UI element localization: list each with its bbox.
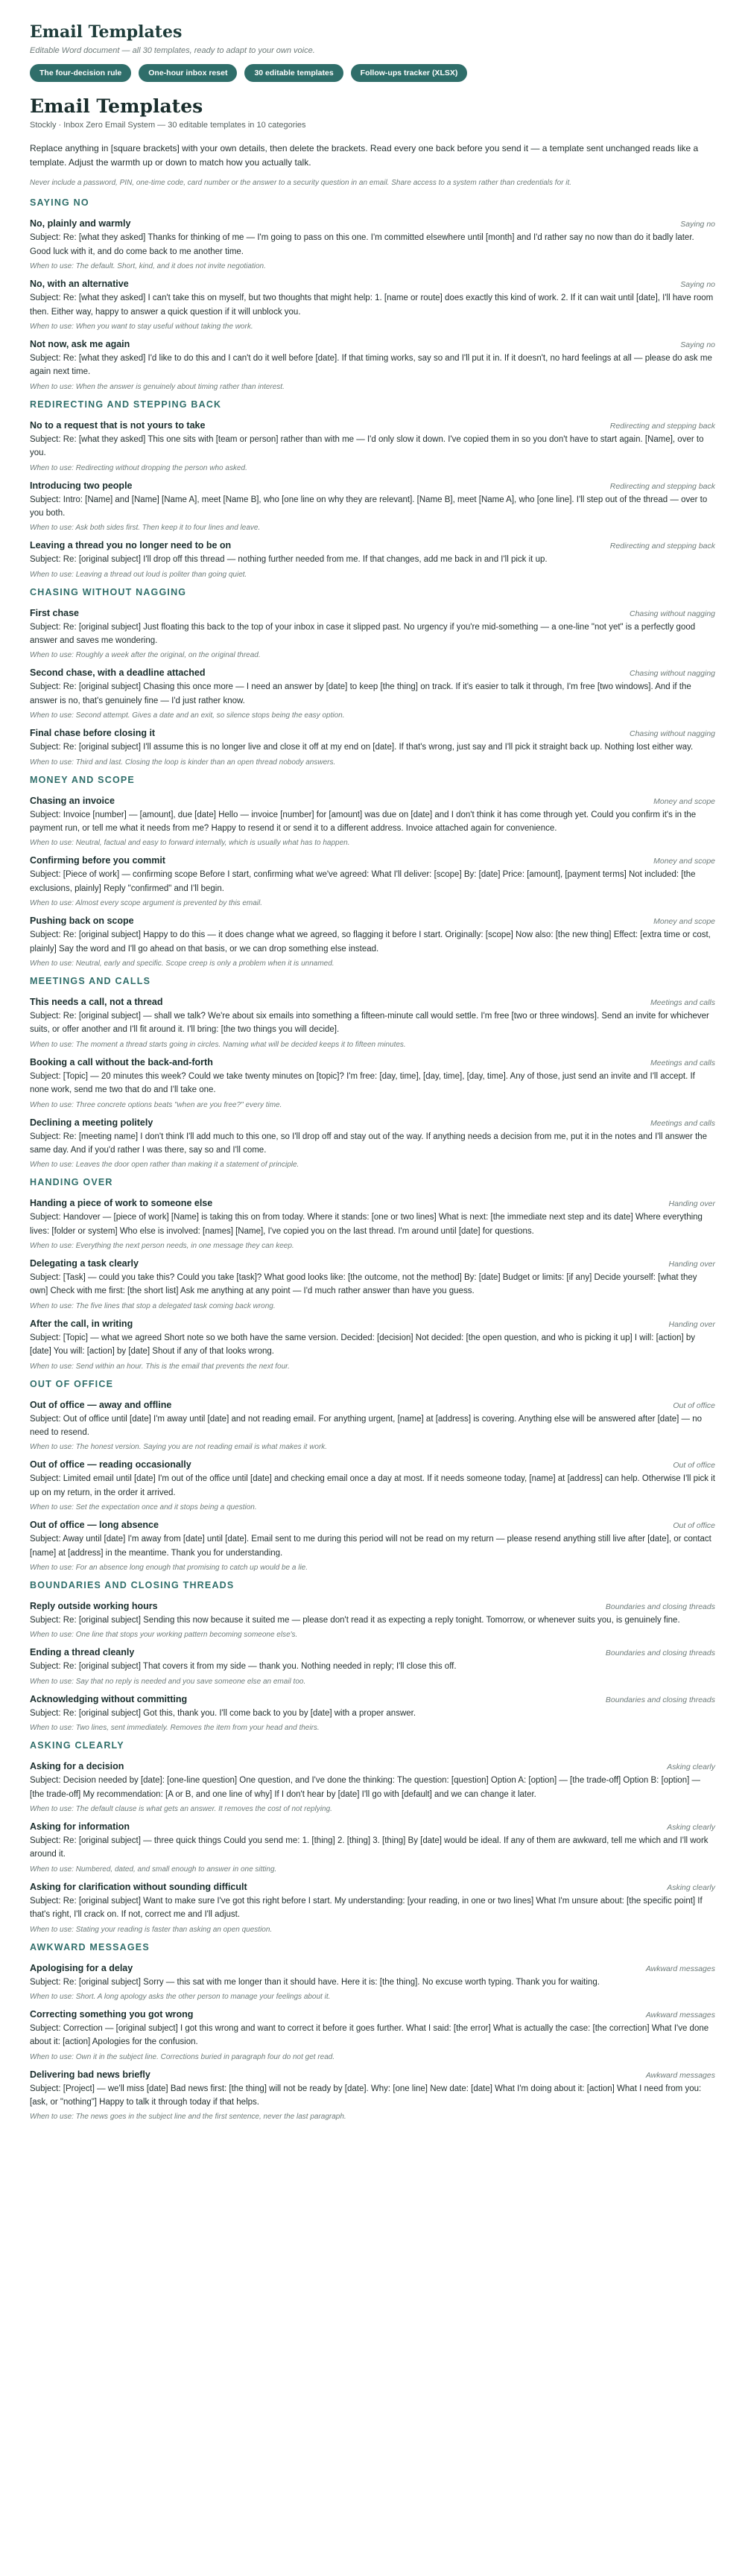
template-category: Handing over (668, 1319, 715, 1329)
template-category: Awkward messages (645, 1964, 715, 1973)
template-title: Confirming before you commit (30, 855, 165, 866)
nav-pills (30, 64, 715, 82)
template-header (30, 420, 715, 431)
section-heading: OUT OF OFFICE (30, 1378, 114, 1389)
template-when-to-use: When to use: The five lines that stop a delegated task coming back wrong. (30, 1301, 276, 1310)
template-header (30, 540, 715, 551)
template-section (30, 1580, 715, 1732)
template-when-to-use: When to use: The news goes in the subject line and the first sentence, never the last paragraph. (30, 2113, 346, 2122)
template-title: Apologising for a delay (30, 1962, 133, 1973)
section-heading: CHASING WITHOUT NAGGING (30, 586, 187, 597)
template-when-to-use: When to use: Own it in the subject line. Corrections buried in paragraph four do not get read. (30, 2052, 335, 2061)
page-title: Email Templates (30, 95, 203, 117)
template-header (30, 1882, 715, 1892)
template-card (30, 916, 715, 968)
template-category: Out of office (673, 1461, 715, 1471)
template-when-to-use: When to use: The default clause is what gets an answer. It removes the cost of not replying. (30, 1804, 332, 1813)
template-title: No, plainly and warmly (30, 218, 131, 229)
template-title: Handing a piece of work to someone else (30, 1198, 213, 1209)
template-when-to-use: When to use: Send within an hour. This is the email that prevents the next four. (30, 1362, 290, 1371)
template-header (30, 796, 715, 806)
template-card (30, 1057, 715, 1109)
template-when-to-use: When to use: The moment a thread starts going in circles. Naming what will be decided keeps it to fifteen minutes. (30, 1040, 406, 1049)
template-body: Subject: Re: [original subject] — shall we talk? We're about six emails into something a fifteen-minute call would settle. I'm free [two or three windows]. Send an invite for whichever suits, or offer another and I'll fit around it. I'll bring: [the two things you will decide]. (30, 1011, 709, 1035)
template-category: Redirecting and stepping back (609, 481, 715, 491)
template-title: Asking for clarification without sounding difficult (30, 1881, 247, 1892)
template-body: Subject: Handover — [piece of work] [Name] is taking this on from today. Where it stands: [one or two lines] What is next: [the immediate next step and its date] Where everything lives: [folder or system] Who else is involved: [names] [Name], I've copied you on the last thread. I'm around until [date] for questions. (30, 1213, 703, 1236)
template-card (30, 1761, 715, 1813)
template-category: Asking clearly (667, 1882, 715, 1892)
template-when-to-use: When to use: For an absence long enough that promising to catch up would be a lie. (30, 1564, 308, 1572)
template-when-to-use: When to use: The default. Short, kind, and it does not invite negotiation. (30, 262, 266, 271)
template-title: Leaving a thread you no longer need to be on (30, 540, 232, 551)
intro-note: Never include a password, PIN, one-time code, card number or the answer to a security question in an email. Share access to a system rather than credentials for it. (30, 179, 572, 188)
template-card (30, 1647, 715, 1685)
template-title: Out of office — long absence (30, 1520, 159, 1531)
template-category: Meetings and calls (650, 997, 715, 1007)
section-heading: SAYING NO (30, 197, 89, 209)
template-when-to-use: When to use: When the answer is genuinely about timing rather than interest. (30, 382, 285, 391)
template-body: Subject: Re: [original subject] Chasing this once more — I need an answer by [date] to keep [the thing] on track. If it's easier to talk it through, I'm free [two windows]. And if the answer is no, that's genuinely fine — I'd just rather know. (30, 682, 691, 705)
template-title: Booking a call without the back-and-forth (30, 1056, 213, 1067)
template-header (30, 608, 715, 618)
template-header (30, 1459, 715, 1470)
template-header (30, 1647, 715, 1657)
template-title: No, with an alternative (30, 279, 129, 290)
template-body: Subject: Re: [what they asked] I can't take this on myself, but two thoughts that might help: 1. [name or route] does exactly this kind of work. 2. If it can wait until [date], I'll have room then. Either way, happy to answer a quick question if it will unblock you. (30, 294, 714, 317)
template-card (30, 1821, 715, 1874)
template-when-to-use: When to use: Second attempt. Gives a date and an exit, so silence stops being the easy option. (30, 711, 345, 720)
template-when-to-use: When to use: Almost every scope argument is prevented by this email. (30, 899, 262, 908)
template-body: Subject: Re: [original subject] Want to make sure I've got this right before I start. My understanding: [your reading, in one or two lines] What I'm unsure about: [the specific point] If that's right, I'll crack on. If not, correct me and I'll adjust. (30, 1896, 703, 1920)
pill-editable-templates[interactable]: 30 editable templates (244, 64, 343, 82)
template-body: Subject: Re: [what they asked] I'd like to do this and I can't do it well before [date]. If that timing works, say so and I'll put it in. If it doesn't, no hard feelings at all — please do ask me again next time. (30, 353, 712, 377)
template-header (30, 1601, 715, 1611)
template-header (30, 339, 715, 349)
template-body: Subject: [Piece of work] — confirming scope Before I start, confirming what we've agreed: What I'll deliver: [scope] By: [date] Price: [amount], [payment terms] Not included: [the exclusions, plainly] Reply "confirmed" and I'll begin. (30, 870, 696, 893)
template-card (30, 1694, 715, 1732)
template-card (30, 1520, 715, 1572)
template-title: Asking for information (30, 1821, 130, 1832)
template-title: No to a request that is not yours to take (30, 419, 206, 431)
template-title: Not now, ask me again (30, 338, 130, 349)
template-when-to-use: When to use: Roughly a week after the original, on the original thread. (30, 651, 261, 660)
template-header (30, 218, 715, 229)
template-body: Subject: Limited email until [date] I'm out of the office until [date] and checking email once a day at most. If it needs someone today, [name] at [address] can help. Otherwise I'll pick it up on my return, in the order it arrived. (30, 1474, 715, 1497)
template-category: Out of office (673, 1521, 715, 1531)
template-body: Subject: Re: [original subject] Sending this now because it suited me — please don't read it as expecting a reply tonight. Tomorrow, or whenever suits you, is genuinely fine. (30, 1616, 680, 1625)
template-card (30, 608, 715, 660)
template-card (30, 667, 715, 720)
template-card (30, 1117, 715, 1170)
template-category: Boundaries and closing threads (605, 1602, 715, 1611)
template-body: Subject: Intro: [Name] and [Name] [Name A], meet [Name B], who [one line on why they are relevant]. [Name B], meet [Name A], who [one line]. I'll step out of the thread — over to you both. (30, 495, 708, 518)
template-when-to-use: When to use: Everything the next person needs, in one message they can keep. (30, 1242, 294, 1251)
template-header (30, 1694, 715, 1704)
template-when-to-use: When to use: Neutral, factual and easy to forward internally, which is usually what has to happen. (30, 839, 350, 848)
template-header (30, 1821, 715, 1832)
template-when-to-use: When to use: Say that no reply is needed and you save someone else an email too. (30, 1677, 306, 1686)
template-section (30, 1379, 715, 1572)
template-header (30, 1198, 715, 1208)
template-card (30, 218, 715, 270)
template-header (30, 480, 715, 491)
template-section (30, 587, 715, 767)
template-when-to-use: When to use: Third and last. Closing the loop is kinder than an open thread nobody answers. (30, 758, 336, 767)
template-when-to-use: When to use: Redirecting without dropping the person who asked. (30, 463, 247, 472)
template-body: Subject: Away until [date] I'm away from [date] until [date]. Email sent to me during this period will not be read on my return — please resend anything still live after [date], or contact [name] at [address] in the meantime. Thank you for understanding. (30, 1535, 711, 1558)
template-when-to-use: When to use: When you want to stay useful without taking the work. (30, 322, 253, 331)
section-heading: AWKWARD MESSAGES (30, 1941, 150, 1952)
template-category: Handing over (668, 1260, 715, 1269)
template-sections (30, 197, 715, 2121)
template-category: Money and scope (653, 917, 715, 927)
template-section (30, 399, 715, 579)
template-category: Awkward messages (645, 2010, 715, 2020)
template-when-to-use: When to use: Ask both sides first. Then keep it to four lines and leave. (30, 524, 261, 533)
template-body: Subject: Decision needed by [date]: [one-line question] One question, and I've done the thinking: The question: [question] Option A: [option] — [the trade-off] Option B: [option] — [the trade-off] My recommendation: [A or B, and one line of why] If I don't hear by [date] I'll go with [default] and we can change it later. (30, 1776, 700, 1799)
template-header (30, 1258, 715, 1269)
template-title: After the call, in writing (30, 1318, 133, 1329)
template-category: Out of office (673, 1400, 715, 1410)
intro-paragraph: Replace anything in [square brackets] with your own details, then delete the brackets. Read every one back before you send it — a template sent unchanged reads like a template. Adjust the warmth up or down to match how you actually talk. (30, 143, 699, 168)
template-body: Subject: [Topic] — what we agreed Short note so we both have the same version. Decided: [decision] Not decided: [the open question, and who is picking it up] I will: [action] by [date] You will: [action] by [date] Shout if any of that looks wrong. (30, 1333, 696, 1357)
template-when-to-use: When to use: Leaving a thread out loud is politer than going quiet. (30, 570, 247, 579)
template-category: Money and scope (653, 796, 715, 806)
template-title: Ending a thread cleanly (30, 1647, 135, 1658)
template-when-to-use: When to use: One line that stops your working pattern becoming someone else's. (30, 1631, 298, 1640)
template-body: Subject: Re: [original subject] That covers it from my side — thank you. Nothing needed in reply; I'll close this off. (30, 1662, 457, 1672)
template-title: Delivering bad news briefly (30, 2069, 150, 2080)
template-card (30, 1258, 715, 1310)
section-heading: ASKING CLEARLY (30, 1740, 124, 1751)
section-heading: HANDING OVER (30, 1177, 113, 1188)
template-when-to-use: When to use: Set the expectation once and it stops being a question. (30, 1503, 257, 1512)
template-header (30, 1520, 715, 1530)
template-body: Subject: Re: [original subject] — three quick things Could you send me: 1. [thing] 2. [thing] 3. [thing] By [date] would be ideal. If any of them are awkward, tell me which and I'll work around it. (30, 1836, 708, 1859)
template-title: This needs a call, not a thread (30, 996, 163, 1007)
template-header (30, 667, 715, 678)
template-title: Declining a meeting politely (30, 1117, 153, 1128)
template-body: Subject: Re: [what they asked] Thanks for thinking of me — I'm going to pass on this one. I'm committed elsewhere until [month] and I'd rather say no now than do it badly later. Good luck with it, and do come back to me another time. (30, 233, 694, 256)
template-category: Chasing without nagging (630, 729, 715, 739)
template-title: Chasing an invoice (30, 795, 115, 806)
template-title: Out of office — away and offline (30, 1399, 172, 1410)
template-category: Boundaries and closing threads (605, 1649, 715, 1658)
template-when-to-use: When to use: Neutral, early and specific. Scope creep is only a problem when it is unnamed. (30, 959, 335, 968)
document-header-subtitle: Editable Word document — all 30 templates, ready to adapt to your own voice. (30, 46, 315, 55)
template-title: Delegating a task clearly (30, 1258, 139, 1269)
template-title: Acknowledging without committing (30, 1693, 188, 1704)
document-header-title: Email Templates (30, 22, 183, 42)
template-header (30, 1057, 715, 1067)
template-category: Boundaries and closing threads (605, 1695, 715, 1704)
template-header (30, 279, 715, 289)
pill-four-decision-rule[interactable]: The four-decision rule (30, 64, 131, 82)
template-title: Introducing two people (30, 480, 133, 491)
template-header (30, 1761, 715, 1771)
template-title: Asking for a decision (30, 1761, 124, 1772)
template-card (30, 728, 715, 766)
template-header (30, 916, 715, 926)
template-when-to-use: When to use: Two lines, sent immediately. Removes the item from your head and theirs. (30, 1724, 320, 1733)
template-card (30, 1601, 715, 1639)
template-card (30, 1963, 715, 2001)
page-meta: Stockly · Inbox Zero Email System — 30 editable templates in 10 categories (30, 121, 306, 130)
template-title: Correcting something you got wrong (30, 2008, 194, 2020)
template-header (30, 1400, 715, 1410)
template-card (30, 1198, 715, 1250)
template-category: Asking clearly (667, 1822, 715, 1832)
template-category: Awkward messages (645, 2070, 715, 2080)
template-body: Subject: [Task] — could you take this? Could you take [task]? What good looks like: [the outcome, not the method] By: [date] Budget or limits: [if any] Decide yourself: [what they own] Check with me first: [the short list] Ask me anything at any point — I'd much rather answer than have you guess. (30, 1273, 697, 1296)
template-section (30, 1942, 715, 2122)
section-heading: MONEY AND SCOPE (30, 774, 135, 785)
pill-one-hour-inbox-reset[interactable]: One-hour inbox reset (139, 64, 237, 82)
template-body: Subject: Re: [original subject] I'll drop off this thread — nothing further needed from me. If that changes, add me back in and I'll pick it up. (30, 555, 548, 565)
template-category: Meetings and calls (650, 1118, 715, 1128)
template-category: Saying no (680, 280, 715, 290)
template-section (30, 1740, 715, 1933)
template-when-to-use: When to use: Leaves the door open rather than making it a statement of principle. (30, 1161, 299, 1170)
template-when-to-use: When to use: The honest version. Saying you are not reading email is what makes it work. (30, 1443, 328, 1452)
template-title: First chase (30, 607, 80, 618)
template-category: Money and scope (653, 857, 715, 866)
template-category: Asking clearly (667, 1763, 715, 1772)
template-when-to-use: When to use: Stating your reading is faster than asking an open question. (30, 1925, 273, 1934)
template-category: Meetings and calls (650, 1058, 715, 1067)
template-category: Redirecting and stepping back (609, 542, 715, 551)
template-category: Saying no (680, 220, 715, 229)
template-title: Final chase before closing it (30, 728, 156, 739)
template-card (30, 796, 715, 848)
template-title: Second chase, with a deadline attached (30, 667, 206, 679)
template-category: Chasing without nagging (630, 609, 715, 618)
template-card (30, 279, 715, 331)
template-body: Subject: [Project] — we'll miss [date] Bad news first: [the thing] will not be ready by [date]. Why: [one line] New date: [date] What I'm doing about it: [action] What I need from you: [ask, or "nothing"] Happy to talk it through today if that helps. (30, 2084, 702, 2107)
template-body: Subject: Correction — [original subject] I got this wrong and want to correct it before it goes further. What I said: [the error] What is actually the case: [the correction] What I've done about it: [action] Apologies for the confusion. (30, 2023, 709, 2047)
template-header (30, 1117, 715, 1128)
template-header (30, 2009, 715, 2020)
template-body: Subject: Re: [original subject] Sorry — this sat with me longer than it should have. Here it is: [the thing]. No excuse worth typing. Thank you for waiting. (30, 1977, 600, 1987)
section-heading: BOUNDARIES AND CLOSING THREADS (30, 1580, 235, 1590)
template-header (30, 855, 715, 866)
template-body: Subject: Out of office until [date] I'm away until [date] and not reading email. For anything urgent, [name] at [address] is covering. Anything else will be answered after [date] — no need to resend. (30, 1414, 703, 1438)
template-category: Saying no (680, 340, 715, 349)
template-body: Subject: Re: [what they asked] This one sits with [team or person] rather than with me — I'd only slow it down. I've copied them in so you don't have to start again. [Name], over to you. (30, 434, 704, 458)
pill-follow-ups-tracker[interactable]: Follow-ups tracker (XLSX) (351, 64, 468, 82)
template-body: Subject: [Topic] — 20 minutes this week? Could we take twenty minutes on [topic]? I'm free: [day, time], [day, time], [day, time]. Any of those, just send an invite and I'll accept. If none work, send me two that do and I'll take one. (30, 1071, 695, 1095)
template-category: Redirecting and stepping back (609, 421, 715, 431)
template-title: Out of office — reading occasionally (30, 1459, 191, 1471)
template-header (30, 728, 715, 738)
template-card (30, 1400, 715, 1452)
template-card (30, 1459, 715, 1511)
template-body: Subject: Invoice [number] — [amount], due [date] Hello — invoice [number] for [amount] was due on [date] and I don't think it has come through yet. Could you confirm it's in the payment run, or tell me what it needs from me? Happy to resend it or send it to a different address. Invoice attached again for convenience. (30, 810, 697, 834)
template-body: Subject: Re: [original subject] Just floating this back to the top of your inbox in case it slipped past. No urgency if you're mid-something — a one-line "not yet" is a perfectly good answer and saves me wondering. (30, 622, 696, 646)
template-section (30, 976, 715, 1169)
template-header (30, 1319, 715, 1329)
template-category: Chasing without nagging (630, 669, 715, 679)
template-card (30, 1882, 715, 1934)
template-card (30, 1319, 715, 1371)
template-section (30, 197, 715, 390)
template-category: Handing over (668, 1199, 715, 1209)
template-header (30, 1963, 715, 1973)
template-card (30, 2069, 715, 2122)
template-card (30, 997, 715, 1049)
template-card (30, 855, 715, 907)
template-card (30, 420, 715, 472)
template-body: Subject: Re: [meeting name] I don't think I'll add much to this one, so I'll drop off and stay out of the way. If anything needs a decision from me, put it in the notes and I'll answer the same day. And if you'd rather I was there, say so and I'll come. (30, 1132, 708, 1155)
template-body: Subject: Re: [original subject] I'll assume this is no longer live and close it off at my end on [date]. If that's wrong, just say and I'll pick it straight back up. Nothing lost either way. (30, 743, 694, 752)
template-card (30, 540, 715, 578)
template-header (30, 2069, 715, 2080)
template-when-to-use: When to use: Three concrete options beats "when are you free?" every time. (30, 1100, 282, 1109)
template-body: Subject: Re: [original subject] Happy to do this — it does change what we agreed, so flagging it before I start. Originally: [scope] Now also: [the new thing] Effect: [extra time or cost, plainly] Say the word and I'll go ahead on that basis, or we can drop something else instead. (30, 930, 711, 954)
template-when-to-use: When to use: Short. A long apology asks the other person to manage your feelings about it. (30, 1992, 331, 2001)
template-when-to-use: When to use: Numbered, dated, and small enough to answer in one sitting. (30, 1865, 277, 1874)
template-title: Reply outside working hours (30, 1601, 158, 1611)
template-card (30, 2009, 715, 2061)
template-card (30, 339, 715, 391)
template-card (30, 480, 715, 533)
section-heading: MEETINGS AND CALLS (30, 975, 151, 986)
template-title: Pushing back on scope (30, 916, 134, 927)
template-section (30, 775, 715, 968)
template-section (30, 1177, 715, 1370)
template-body: Subject: Re: [original subject] Got this, thank you. I'll come back to you by [date] with a proper answer. (30, 1708, 416, 1718)
section-heading: REDIRECTING AND STEPPING BACK (30, 399, 222, 410)
template-header (30, 997, 715, 1007)
